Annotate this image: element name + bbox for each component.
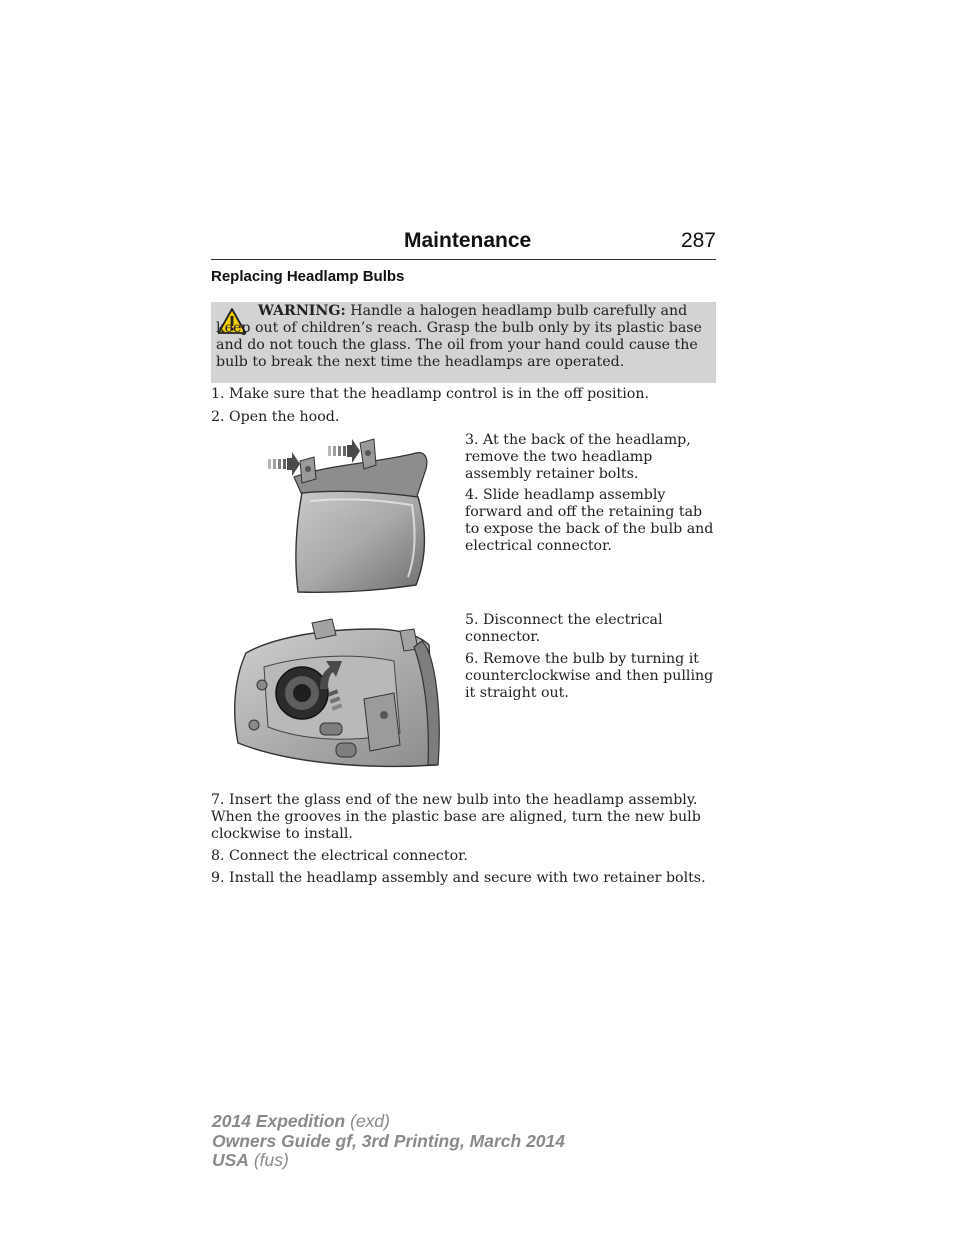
headlamp-retainer-bolts-figure (266, 435, 436, 597)
step-6: 6. Remove the bulb by turning it counterclockwise and then pulling it straight out. (465, 651, 714, 701)
page-footer (212, 1112, 712, 1171)
step-4: 4. Slide headlamp assembly forward and off the retaining tab to expose the back of the bulb and electrical connector. (465, 487, 714, 554)
footer-model-code: (exd) (345, 1111, 390, 1131)
step-3: 3. At the back of the headlamp, remove the two headlamp assembly retainer bolts. (465, 432, 691, 482)
step-2: 2. Open the hood. (211, 409, 340, 425)
step-1: 1. Make sure that the headlamp control is in the off position. (211, 386, 649, 402)
step-7: 7. Insert the glass end of the new bulb into the headlamp assembly. When the grooves in the plastic base are aligned, turn the new bulb clockwise to install. (211, 792, 701, 842)
headlamp-bulb-removal-figure (224, 615, 448, 773)
step-9: 9. Install the headlamp assembly and secure with two retainer bolts. (211, 870, 706, 886)
warning-text (216, 303, 710, 371)
warning-box (211, 302, 716, 383)
page-header (211, 229, 716, 260)
footer-market: USA (212, 1150, 249, 1170)
step-8: 8. Connect the electrical connector. (211, 848, 468, 864)
warning-label: WARNING: (258, 303, 346, 319)
footer-line-1 (212, 1112, 712, 1132)
warning-body: Handle a halogen headlamp bulb carefully and keep out of children’s reach. Grasp the bulb only by its plastic base and do not touch the glass. The oil from your hand could cause the bulb to break the next time the headlamps are operated. (216, 303, 702, 370)
subheading: Replacing Headlamp Bulbs (211, 268, 405, 285)
step-5: 5. Disconnect the electrical connector. (465, 612, 663, 645)
footer-market-code: (fus) (248, 1150, 289, 1170)
section-title: Maintenance (404, 229, 532, 252)
page-number: 287 (680, 229, 716, 252)
footer-line-2: Owners Guide gf, 3rd Printing, March 2014 (212, 1130, 565, 1151)
footer-model: 2014 Expedition (212, 1111, 346, 1131)
footer-line-3 (212, 1151, 712, 1171)
